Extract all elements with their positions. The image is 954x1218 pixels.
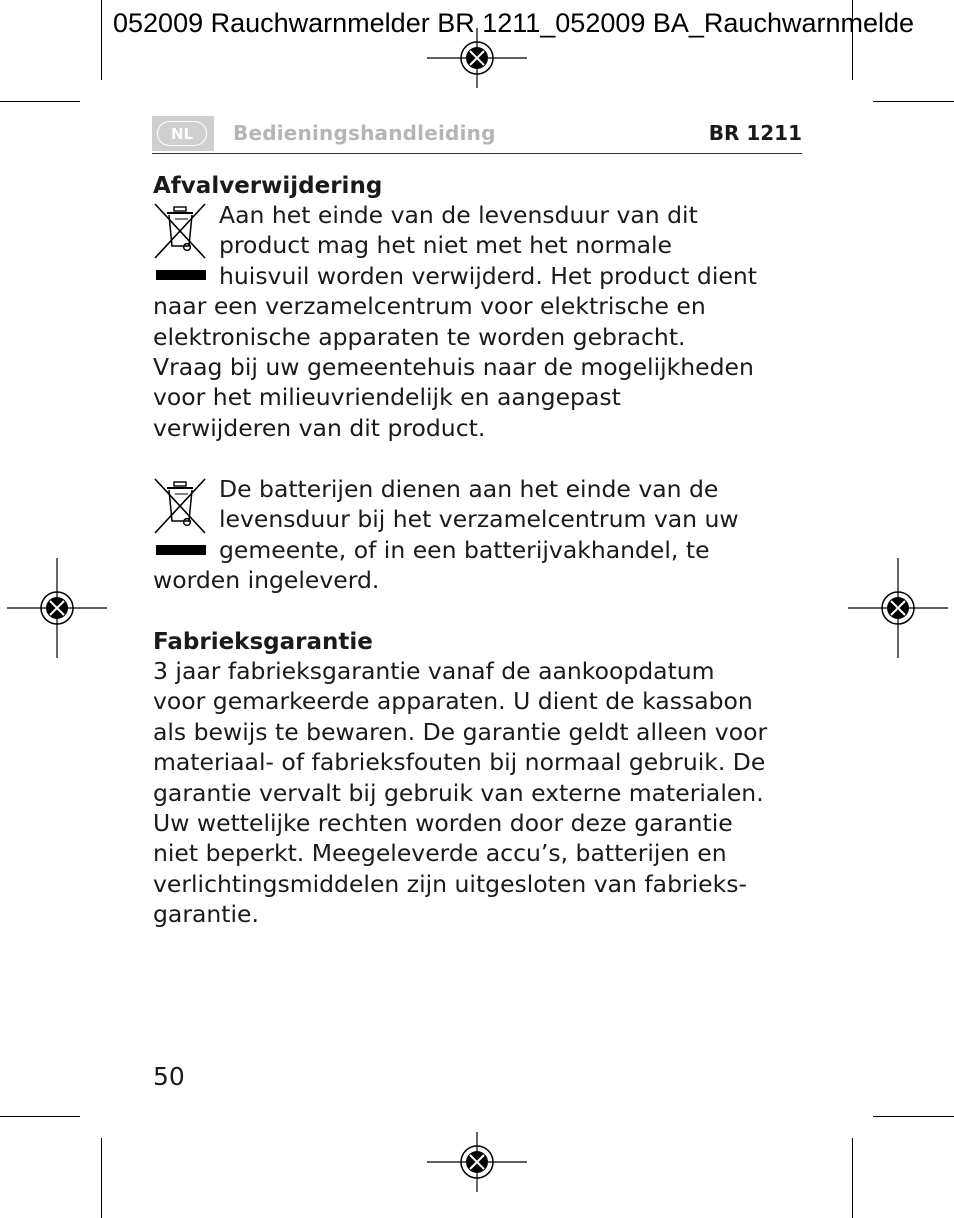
text-line: voor gemarkeerde apparaten. U dient de kassabon (153, 687, 753, 716)
text-line: levensduur bij het verzamelcentrum van uw (219, 505, 739, 534)
warranty-text (153, 656, 805, 930)
crop-mark (0, 101, 80, 102)
text-line: product mag het niet met het normale (219, 231, 673, 260)
crop-mark (101, 0, 102, 80)
manual-header (152, 116, 802, 154)
text-line: verlichtingsmiddelen zijn uitgesloten van fabrieks- (153, 869, 747, 898)
text-line: voor het milieuvriendelijk en aangepast (153, 383, 621, 412)
text-line: verwijderen van dit product. (153, 413, 486, 442)
text-line: worden ingeleverd. (153, 566, 380, 595)
manual-title: Bedieningshandleiding (233, 121, 496, 145)
text-line: garantie vervalt bij gebruik van externe materialen. (153, 778, 764, 807)
registration-mark-icon (848, 558, 948, 658)
text-line: huisvuil worden verwijderd. Het product dient (219, 261, 757, 290)
text-line: elektronische apparaten te worden gebracht. (153, 322, 686, 351)
language-code: NL (157, 121, 207, 146)
text-line: Aan het einde van de levensduur van dit (219, 201, 698, 229)
crop-mark (873, 1116, 954, 1117)
text-line: 3 jaar fabrieksgarantie vanaf de aankoopdatum (153, 657, 715, 685)
text-line: Uw wettelijke rechten worden door deze garantie (153, 808, 733, 837)
crop-mark (852, 1138, 853, 1218)
print-file-header: 052009 Rauchwarnmelder BR 1211_052009 BA_Rauchwarnmelde (113, 8, 915, 38)
model-number: BR 1211 (708, 121, 802, 145)
text-line: Vraag bij uw gemeentehuis naar de mogelijkheden (153, 352, 754, 381)
text-line: De batterijen dienen aan het einde van de (219, 475, 719, 503)
warranty-heading: Fabrieksgarantie (153, 629, 373, 655)
disposal-battery-text (153, 474, 805, 596)
text-line: als bewijs te bewaren. De garantie geldt alleen voor (153, 717, 768, 746)
text-line: garantie. (153, 900, 259, 929)
disposal-product-text (153, 200, 805, 443)
text-line: naar een verzamelcentrum voor elektrische en (153, 292, 706, 321)
crop-mark (101, 1138, 102, 1218)
page-number: 50 (153, 1062, 185, 1091)
crop-mark (873, 101, 954, 102)
text-line: materiaal- of fabrieksfouten bij normaal gebruik. De (153, 748, 766, 777)
text-line: niet beperkt. Meegeleverde accu’s, batterijen en (153, 839, 727, 868)
disposal-heading: Afvalverwijdering (153, 173, 383, 199)
language-badge (152, 116, 214, 151)
crop-mark (0, 1116, 80, 1117)
text-line: gemeente, of in een batterijvakhandel, te (219, 535, 710, 564)
registration-mark-icon (427, 1112, 527, 1212)
registration-mark-icon (7, 558, 107, 658)
registration-mark-icon (427, 8, 527, 108)
